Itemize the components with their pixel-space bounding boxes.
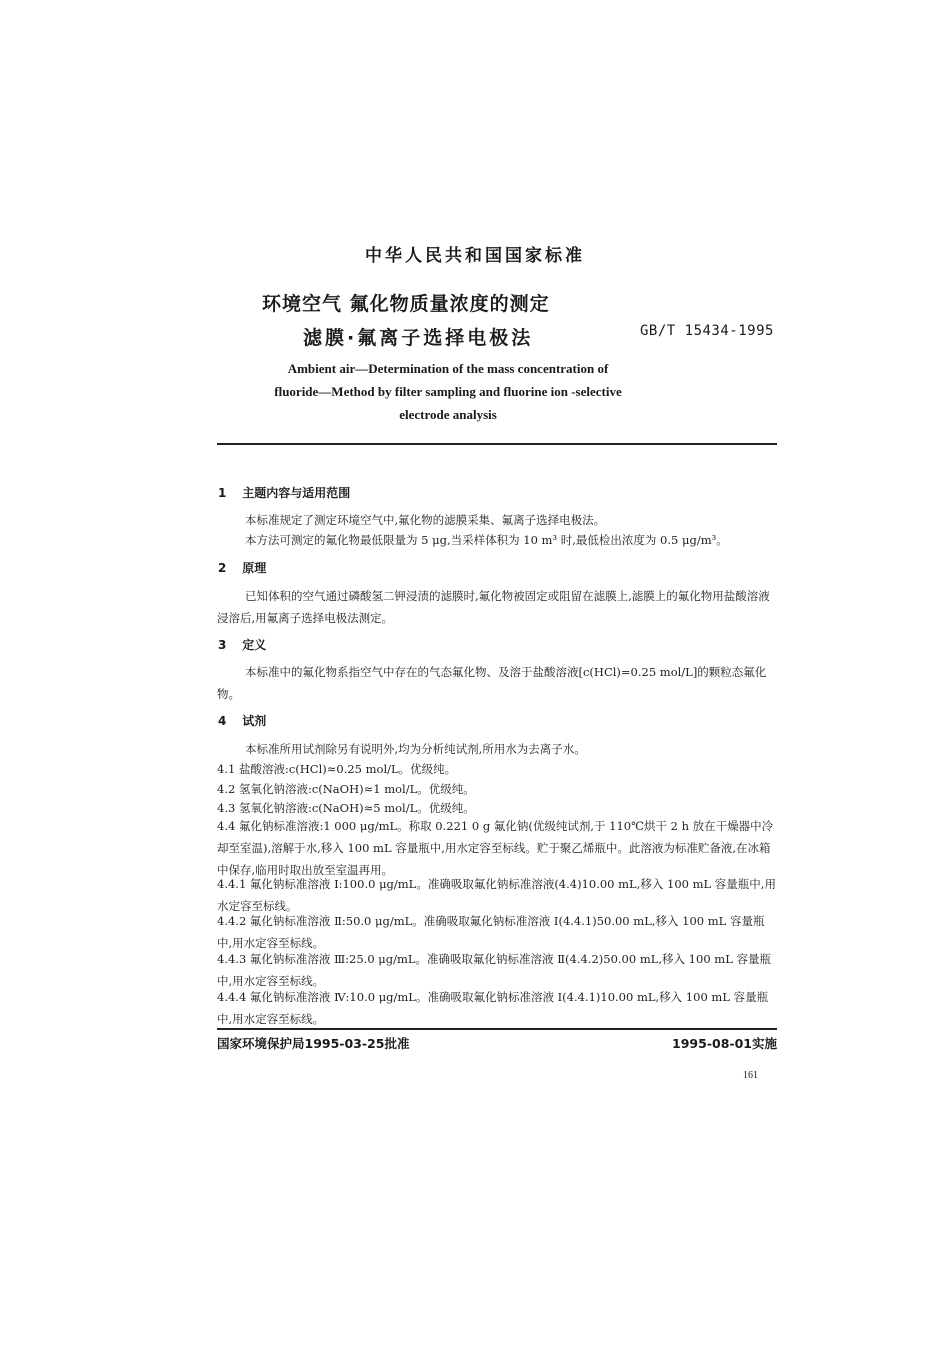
standard-code: GB/T 15434-1995 [640,323,774,339]
approval-date: 国家环境保护局1995-03-25批准 [217,1036,410,1051]
section-1-paragraph-1: 本标准规定了测定环境空气中,氟化物的滤膜采集、氟离子选择电极法。 [245,513,606,527]
item-4-1: 4.1 盐酸溶液:c(HCl)≈0.25 mol/L。优级纯。 [217,762,457,776]
section-title: 原理 [242,561,267,575]
implementation-date: 1995-08-01实施 [672,1036,777,1051]
section-3-paragraph: 本标准中的氟化物系指空气中存在的气态氟化物、及溶于盐酸溶液[c(HCl)=0.25 mol/L]的颗粒态氟化物。 [217,665,767,701]
section-number: 1 [218,486,227,500]
section-2-heading [218,559,266,576]
item-4-3: 4.3 氢氧化钠溶液:c(NaOH)≈5 mol/L。优级纯。 [217,801,475,815]
national-standard-heading: 中华人民共和国国家标准 [365,246,585,266]
section-1-paragraph-2: 本方法可测定的氟化物最低限量为 5 μg,当采样体积为 10 m³ 时,最低检出浓度为 0.5 μg/m³。 [245,533,728,547]
section-title: 主题内容与适用范围 [242,486,351,500]
page-number: 161 [743,1070,758,1081]
section-number: 2 [218,561,227,575]
header-divider [217,443,777,445]
section-4-intro: 本标准所用试剂除另有说明外,均为分析纯试剂,所用水为去离子水。 [245,742,586,756]
section-2-paragraph: 已知体积的空气通过磷酸氢二钾浸渍的滤膜时,氟化物被固定或阻留在滤膜上,滤膜上的氟化物用盐酸溶液浸溶后,用氟离子选择电极法测定。 [217,589,770,625]
title-line-1: 环境空气 氟化物质量浓度的测定 [262,293,550,315]
item-4-4-4: 4.4.4 氟化钠标准溶液 Ⅳ:10.0 μg/mL。准确吸取氟化钠标准溶液 Ⅰ(4.4.1)10.00 mL,移入 100 mL 容量瓶中,用水定容至标线。 [217,990,769,1026]
section-number: 4 [218,714,227,728]
section-4-heading [218,712,266,729]
section-1-heading [218,484,350,501]
item-4-2: 4.2 氢氧化钠溶液:c(NaOH)≈1 mol/L。优级纯。 [217,782,475,796]
item-4-4-2: 4.4.2 氟化钠标准溶液 Ⅱ:50.0 μg/mL。准确吸取氟化钠标准溶液 Ⅰ(4.4.1)50.00 mL,移入 100 mL 容量瓶中,用水定容至标线。 [217,914,765,950]
section-title: 定义 [242,638,267,652]
item-4-4-3: 4.4.3 氟化钠标准溶液 Ⅲ:25.0 μg/mL。准确吸取氟化钠标准溶液 Ⅱ(4.4.2)50.00 mL,移入 100 mL 容量瓶中,用水定容至标线。 [217,952,771,988]
section-title: 试剂 [242,714,267,728]
title-line-2: 滤膜·氟离子选择电极法 [303,327,534,349]
english-title: Ambient air—Determination of the mass concentration of fluoride—Method by filter sampling and fluorine ion -selective electrode analysis [274,361,622,422]
footer-divider [217,1028,777,1030]
section-3-heading [218,636,266,653]
item-4-4: 4.4 氟化钠标准溶液:1 000 μg/mL。称取 0.221 0 g 氟化钠(优级纯试剂,于 110℃烘干 2 h 放在干燥器中冷却至室温),溶解于水,移入 100 mL 容量瓶中,用水定容至标线。贮于聚乙烯瓶中。此溶液为标准贮备液,在冰箱中保存,临用时取出放至室温再用。 [217,819,774,877]
item-4-4-1: 4.4.1 氟化钠标准溶液 Ⅰ:100.0 μg/mL。准确吸取氟化钠标准溶液(4.4)10.00 mL,移入 100 mL 容量瓶中,用水定容至标线。 [217,877,776,913]
section-number: 3 [218,638,227,652]
